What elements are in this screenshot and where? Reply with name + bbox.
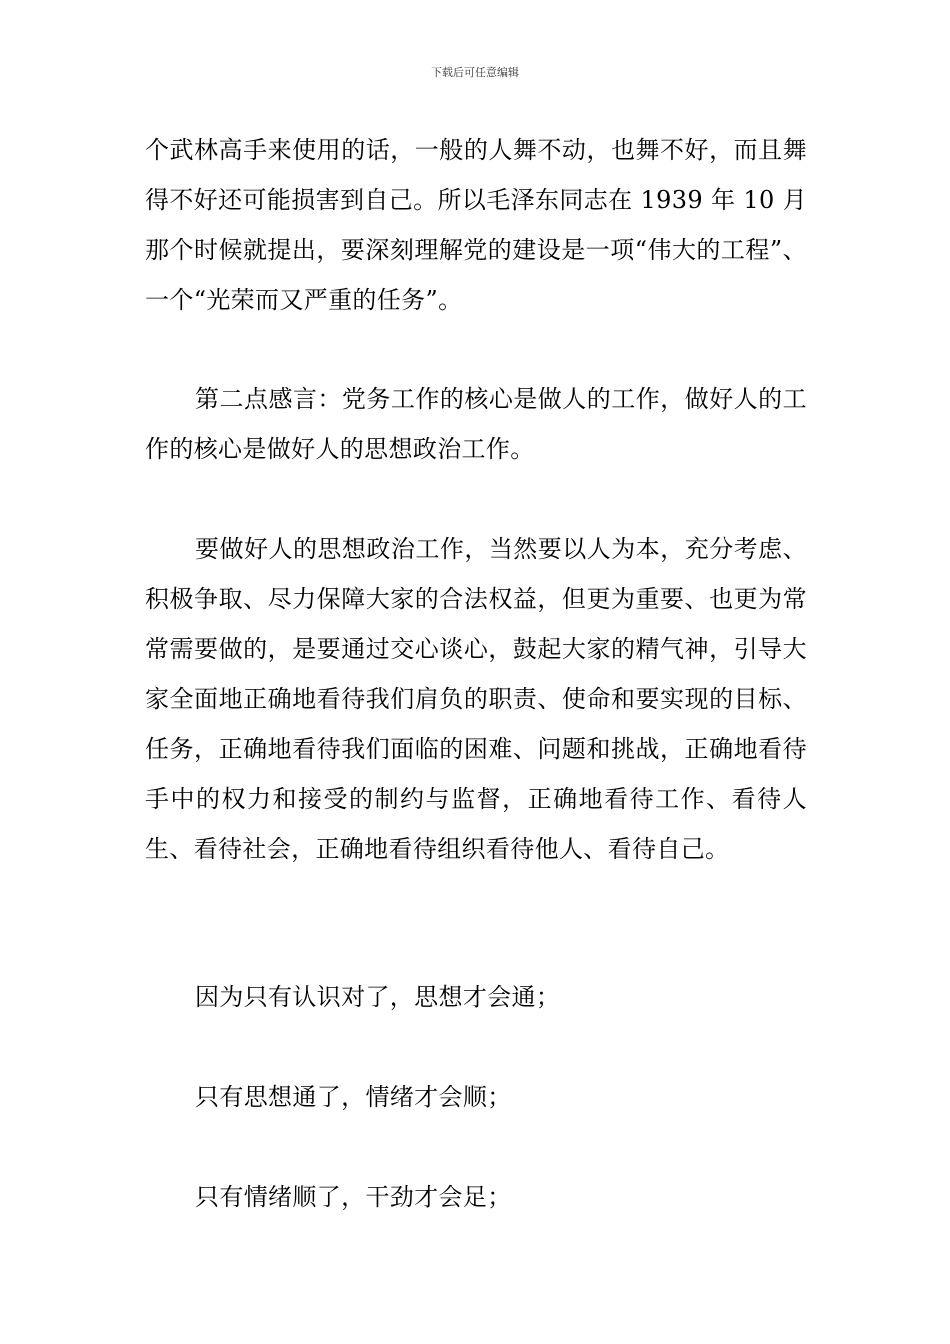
paragraph-understanding: 因为只有认识对了，思想才会通； bbox=[195, 983, 561, 1011]
page-header: 下载后可任意编辑 bbox=[431, 66, 519, 79]
paragraph-continuation: 个武林高手来使用的话，一般的人舞不动，也舞不好，而且舞得不好还可能损害到自己。所以毛泽东同志在 1939 年 10 月那个时候就提出，要深刻理解党的建设是一项“伟大的工程”、一个“光荣而又严重的任务”。 bbox=[145, 136, 807, 314]
paragraph-emotion: 只有情绪顺了，干劲才会足； bbox=[195, 1183, 512, 1211]
paragraph-political-work: 要做好人的思想政治工作，当然要以人为本，充分考虑、积极争取、尽力保障大家的合法权益，但更为重要、也更为常常需要做的，是要通过交心谈心，鼓起大家的精气神，引导大家全面地正确地看待我们肩负的职责、使命和要实现的目标、任务，正确地看待我们面临的困难、问题和挑战，正确地看待手中的权力和接受的制约与监督，正确地看待工作、看待人生、看待社会，正确地看待组织看待他人、看待自己。 bbox=[145, 535, 807, 863]
paragraph-thought: 只有思想通了，情绪才会顺； bbox=[195, 1083, 512, 1111]
paragraph-second-point: 第二点感言：党务工作的核心是做人的工作，做好人的工作的核心是做好人的思想政治工作。 bbox=[145, 385, 807, 463]
